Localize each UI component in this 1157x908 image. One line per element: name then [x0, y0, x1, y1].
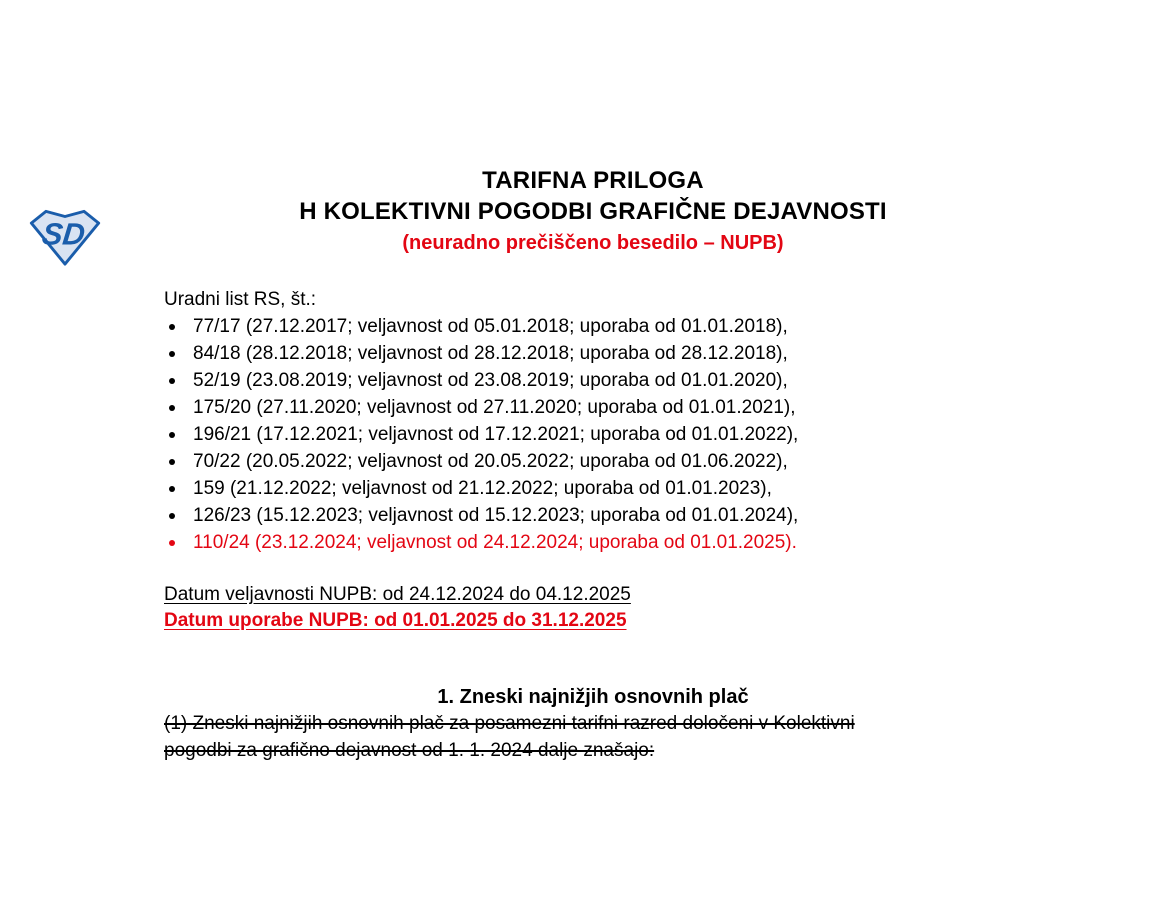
struck-paragraph-line2-clipped: pogodbi za grafično dejavnost od 1. 1. 2024 dalje znašajo:	[164, 740, 655, 761]
document-content	[0, 165, 1157, 764]
gazette-heading: Uradni list RS, št.:	[164, 289, 317, 310]
gazette-item-text: 84/18 (28.12.2018; veljavnost od 28.12.2018; uporaba od 28.12.2018),	[193, 343, 788, 364]
document-title-line2: H KOLEKTIVNI POGODBI GRAFIČNE DEJAVNOSTI	[299, 198, 887, 225]
document-subtitle: (neuradno prečiščeno besedilo – NUPB)	[402, 232, 784, 254]
bullet-marker	[169, 324, 175, 330]
bullet-marker	[169, 405, 175, 411]
sd-diamond-logo	[28, 207, 102, 267]
gazette-item	[164, 448, 1022, 475]
logo-letters: SD	[40, 216, 87, 252]
title-block	[164, 165, 1022, 256]
document-page	[0, 165, 1157, 908]
sd-diamond-logo-icon	[28, 207, 102, 267]
bullet-marker	[169, 459, 175, 465]
gazette-item-text: 159 (21.12.2022; veljavnost od 21.12.2022; uporaba od 01.01.2023),	[193, 478, 772, 499]
bullet-marker	[169, 378, 175, 384]
gazette-item-text: 110/24 (23.12.2024; veljavnost od 24.12.2024; uporaba od 01.01.2025).	[193, 532, 797, 553]
struck-paragraph-line1: (1) Zneski najnižjih osnovnih plač za posamezni tarifni razred določeni v Kolektivni	[164, 713, 855, 734]
bullet-marker	[169, 513, 175, 519]
nupb-usage-line: Datum uporabe NUPB: od 01.01.2025 do 31.12.2025	[164, 610, 627, 631]
gazette-list	[164, 313, 1022, 556]
gazette-item	[164, 421, 1022, 448]
gazette-item	[164, 313, 1022, 340]
section-1-heading: 1. Zneski najnižjih osnovnih plač	[437, 686, 749, 708]
bullet-marker	[169, 486, 175, 492]
gazette-item-text: 77/17 (27.12.2017; veljavnost od 05.01.2018; uporaba od 01.01.2018),	[193, 316, 788, 337]
document-title-line1: TARIFNA PRILOGA	[482, 167, 704, 194]
gazette-item	[164, 394, 1022, 421]
gazette-item	[164, 475, 1022, 502]
nupb-validity-line: Datum veljavnosti NUPB: od 24.12.2024 do 04.12.2025	[164, 584, 631, 605]
gazette-item	[164, 340, 1022, 367]
gazette-item-text: 175/20 (27.11.2020; veljavnost od 27.11.2020; uporaba od 01.01.2021),	[193, 397, 796, 418]
bullet-marker	[169, 432, 175, 438]
gazette-item	[164, 367, 1022, 394]
gazette-item-text: 196/21 (17.12.2021; veljavnost od 17.12.2021; uporaba od 01.01.2022),	[193, 424, 799, 445]
gazette-item-text: 70/22 (20.05.2022; veljavnost od 20.05.2022; uporaba od 01.06.2022),	[193, 451, 788, 472]
gazette-item	[164, 502, 1022, 529]
bullet-marker	[169, 540, 175, 546]
validity-block	[164, 582, 1022, 634]
gazette-item	[164, 529, 1022, 556]
gazette-item-text: 126/23 (15.12.2023; veljavnost od 15.12.2023; uporaba od 01.01.2024),	[193, 505, 799, 526]
bullet-marker	[169, 351, 175, 357]
gazette-item-text: 52/19 (23.08.2019; veljavnost od 23.08.2019; uporaba od 01.01.2020),	[193, 370, 788, 391]
